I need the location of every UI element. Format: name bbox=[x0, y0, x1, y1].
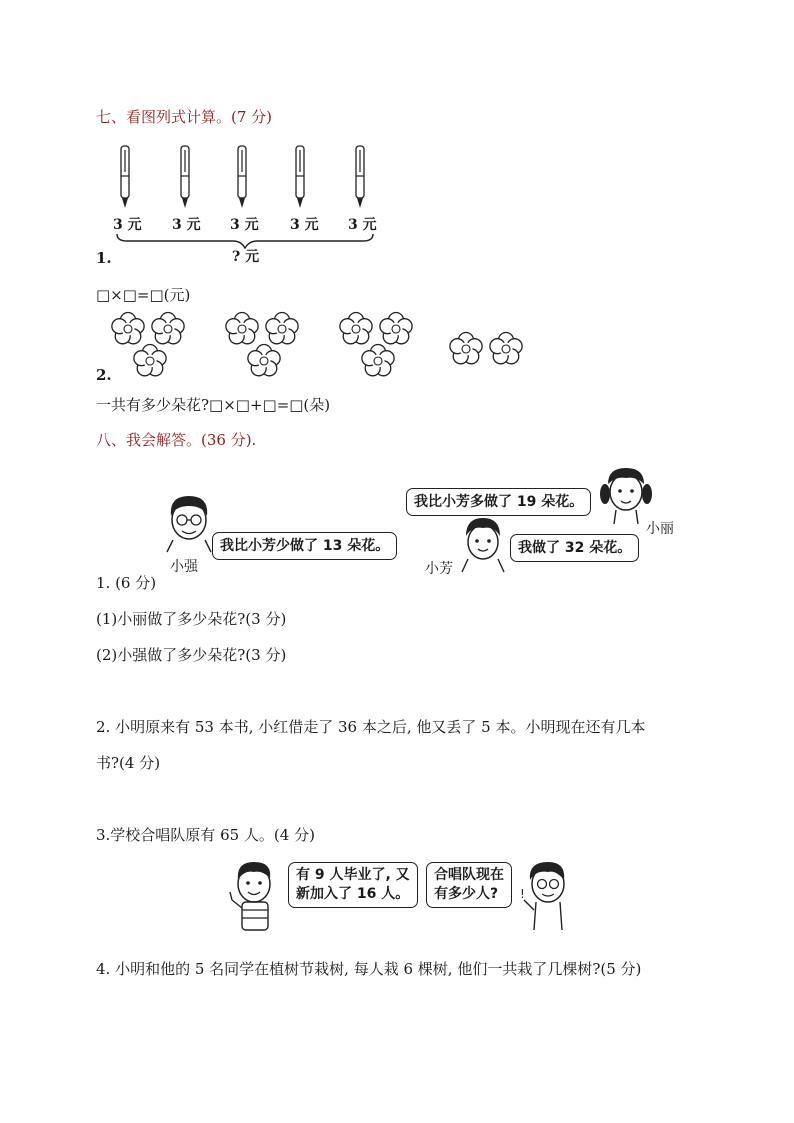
bubble-q3-right bbox=[426, 862, 512, 908]
pen-price-3: 3 元 bbox=[230, 217, 259, 233]
q1-equation: □×□=□(元) bbox=[96, 286, 191, 304]
svg-text:!: ! bbox=[520, 887, 525, 901]
name-li: 小丽 bbox=[646, 521, 674, 537]
s8-q3-text: 3.学校合唱队原有 65 人。(4 分) bbox=[96, 826, 315, 844]
name-qiang: 小强 bbox=[170, 559, 198, 575]
section-7-title: 七、看图列式计算。(7 分) bbox=[96, 108, 273, 126]
flower-icon bbox=[380, 313, 412, 344]
name-fang: 小芳 bbox=[425, 561, 453, 577]
flower-icon bbox=[340, 313, 372, 344]
bubble-q3-left-line2: 新加入了 16 人。 bbox=[296, 886, 410, 902]
flowers-illustration bbox=[0, 0, 794, 400]
s8-q1-sub2: (2)小强做了多少朵花?(3 分) bbox=[96, 646, 287, 664]
girl-fang-avatar bbox=[458, 516, 508, 576]
flower-icon bbox=[226, 313, 258, 344]
bubble-q3-right-line1: 合唱队现在 bbox=[434, 867, 504, 883]
boy-right-avatar bbox=[518, 858, 578, 938]
total-label: ? 元 bbox=[232, 249, 260, 265]
flower-icon bbox=[134, 345, 166, 376]
q2-number: 2. bbox=[96, 366, 112, 384]
flower-icon bbox=[362, 345, 394, 376]
flower-icon bbox=[450, 333, 482, 364]
s8-q4-text: 4. 小明和他的 5 名同学在植树节栽树, 每人栽 6 棵树, 他们一共栽了几棵树?(5 分) bbox=[96, 960, 642, 978]
boy-qiang-avatar bbox=[165, 494, 215, 554]
s8-q2-line2: 书?(4 分) bbox=[96, 754, 161, 772]
flower-icon bbox=[490, 333, 522, 364]
q1-number: 1. bbox=[96, 249, 112, 267]
section-8-title: 八、我会解答。(36 分). bbox=[96, 431, 257, 449]
bubble-q3-left-line1: 有 9 人毕业了, 又 bbox=[296, 867, 410, 883]
pen-price-2: 3 元 bbox=[172, 217, 201, 233]
bubble-fang: 我做了 32 朵花。 bbox=[510, 534, 639, 562]
flower-icon bbox=[112, 313, 144, 344]
pen-price-4: 3 元 bbox=[290, 217, 319, 233]
pen-price-1: 3 元 bbox=[113, 217, 142, 233]
bubble-li: 我比小芳多做了 19 朵花。 bbox=[406, 488, 591, 516]
pen-price-5: 3 元 bbox=[348, 217, 377, 233]
flower-icon bbox=[266, 313, 298, 344]
s8-q1-number: 1. (6 分) bbox=[96, 574, 157, 592]
s8-q2-line1: 2. 小明原来有 53 本书, 小红借走了 36 本之后, 他又丢了 5 本。小明现在还有几本 bbox=[96, 718, 646, 736]
boy-left-avatar bbox=[226, 858, 286, 938]
bubble-q3-right-line2: 有多少人? bbox=[434, 886, 499, 902]
s8-q1-sub1: (1)小丽做了多少朵花?(3 分) bbox=[96, 610, 287, 628]
flower-icon bbox=[152, 313, 184, 344]
bubble-q3-left bbox=[288, 862, 418, 908]
bubble-qiang: 我比小芳少做了 13 朵花。 bbox=[212, 532, 397, 560]
girl-li-avatar bbox=[596, 466, 656, 526]
flower-icon bbox=[248, 345, 280, 376]
q2-question: 一共有多少朵花?□×□+□=□(朵) bbox=[96, 396, 331, 414]
